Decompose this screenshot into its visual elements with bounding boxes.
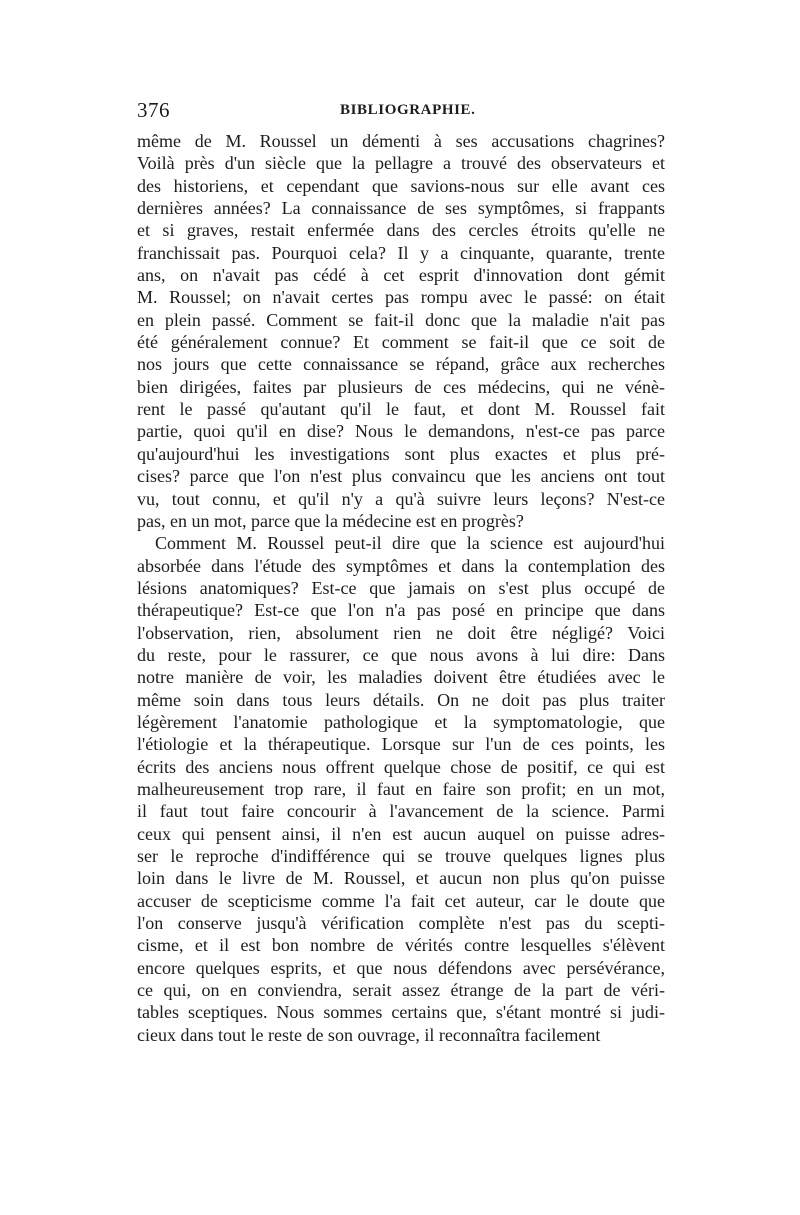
text-line: ser le reproche d'indifférence qui se trouve quelques lignes plus [137,846,665,866]
text-line: en plein passé. Comment se fait-il donc que la maladie n'ait pas [137,309,665,330]
paragraph [137,130,665,532]
text-line: ans, on n'avait pas cédé à cet esprit d'innovation dont gémit [137,265,665,286]
text-line: l'étiologie et la thérapeutique. Lorsque sur l'un de ces points, les [137,734,665,755]
text-line: l'on conserve jusqu'à vérification complète n'est pas du scepti- [137,913,665,934]
text-line: l'observation, rien, absolument rien ne doit être négligé? Voici [137,622,665,643]
text-line: M. Roussel; on n'avait certes pas rompu avec le passé: on était [137,287,665,308]
text-line: notre manière de voir, les maladies doivent être étudiées avec le [137,667,665,688]
text-line: vu, tout connu, et qu'il n'y a qu'à suivre leurs leçons? N'est-ce [137,488,665,509]
paragraph [137,532,665,1046]
text-line: loin dans le livre de M. Roussel, et aucun non plus qu'on puisse [137,868,665,889]
text-line: cieux dans tout le reste de son ouvrage, il reconnaîtra facilement [137,1024,601,1045]
book-page [137,98,665,1046]
text-line: malheureusement trop rare, il faut en faire son profit; en un mot, [137,778,665,799]
text-line: qu'aujourd'hui les investigations sont plus exactes et plus pré- [137,443,665,464]
text-line: Voilà près d'un siècle que la pellagre a trouvé des observateurs et [137,153,665,174]
page-header [137,98,665,130]
text-line: écrits des anciens nous offrent quelque chose de positif, ce qui est [137,756,665,777]
text-line: absorbée dans l'étude des symptômes et dans la contemplation des [137,555,665,576]
text-line: accuser de scepticisme comme l'a fait cet auteur, car le doute que [137,890,665,911]
text-line: encore quelques esprits, et que nous défendons avec persévérance, [137,957,665,978]
text-line: partie, quoi qu'il en dise? Nous le demandons, n'est-ce pas parce [137,421,665,442]
page-number: 376 [137,98,170,122]
text-line: légèrement l'anatomie pathologique et la symptomatologie, que [137,711,665,732]
text-line: Comment M. Roussel peut-il dire que la science est aujourd'hui [155,533,665,554]
text-line: franchissait pas. Pourquoi cela? Il y a cinquante, quarante, trente [137,242,665,263]
text-line: du reste, pour le rassurer, ce que nous avons à lui dire: Dans [137,644,665,665]
text-line: et si graves, restait enfermée dans des cercles étroits qu'elle ne [137,220,665,241]
text-line: ceux qui pensent ainsi, il n'en est aucun auquel on puisse adres- [137,823,665,844]
text-line: cises? parce que l'on n'est plus convaincu que les anciens ont tout [137,466,665,487]
text-line: été généralement connue? Et comment se fait-il que ce soit de [137,332,665,353]
text-line: il faut tout faire concourir à l'avancement de la science. Parmi [137,801,665,822]
text-line: bien dirigées, faites par plusieurs de ces médecins, qui ne vénè- [137,376,665,397]
text-line: thérapeutique? Est-ce que l'on n'a pas posé en principe que dans [137,600,665,621]
text-line: pas, en un mot, parce que la médecine est en progrès? [137,510,524,531]
text-line: rent le passé qu'autant qu'il le faut, et dont M. Roussel fait [137,399,665,420]
text-line: cisme, et il est bon nombre de vérités contre lesquelles s'élèvent [137,935,665,956]
text-line: des historiens, et cependant que savions-nous sur elle avant ces [137,175,665,196]
text-line: dernières années? La connaissance de ses symptômes, si frappants [137,198,665,219]
text-line: même soin dans tous leurs détails. On ne doit pas plus traiter [137,689,665,710]
running-head: BIBLIOGRAPHIE. [340,102,476,118]
body-text [137,130,665,1046]
text-line: ce qui, on en conviendra, serait assez étrange de la part de véri- [137,980,665,1001]
text-line: même de M. Roussel un démenti à ses accusations chagrines? [137,131,665,151]
text-line: tables sceptiques. Nous sommes certains que, s'étant montré si judi- [137,1002,665,1023]
text-line: lésions anatomiques? Est-ce que jamais on s'est plus occupé de [137,577,665,598]
text-line: nos jours que cette connaissance se répand, grâce aux recherches [137,354,665,375]
